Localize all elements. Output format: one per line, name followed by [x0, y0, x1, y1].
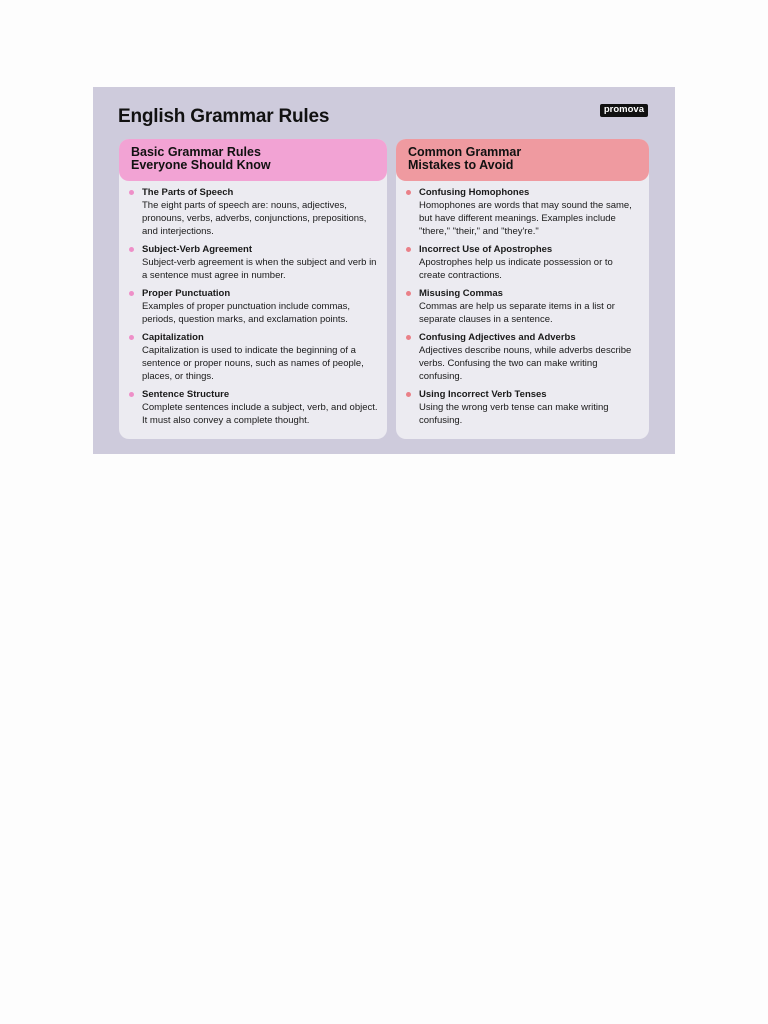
item-text: Complete sentences include a subject, verb, and object. It must also convey a complete thought.	[142, 402, 378, 426]
mistakes-list	[396, 181, 649, 427]
heading-line: Everyone Should Know	[131, 158, 271, 172]
list-item	[119, 388, 387, 427]
item-text: Capitalization is used to indicate the beginning of a sentence or proper nouns, such as names of people, places, or things.	[142, 345, 364, 382]
common-mistakes-column	[396, 139, 649, 439]
list-item	[396, 388, 649, 427]
item-title: Confusing Adjectives and Adverbs	[419, 332, 576, 343]
list-item	[396, 186, 649, 238]
page-title: English Grammar Rules	[118, 106, 330, 127]
bullet-icon	[129, 247, 134, 252]
item-title: Misusing Commas	[419, 288, 503, 299]
item-text: The eight parts of speech are: nouns, adjectives, pronouns, verbs, adverbs, conjunctions, prepositions, and interjections.	[142, 200, 367, 237]
bullet-icon	[406, 291, 411, 296]
bullet-icon	[129, 190, 134, 195]
rules-list	[119, 181, 387, 427]
item-text: Using the wrong verb tense can make writing confusing.	[419, 402, 609, 426]
heading-line: Common Grammar	[408, 145, 522, 159]
item-title: Proper Punctuation	[142, 288, 231, 299]
item-title: The Parts of Speech	[142, 187, 234, 198]
item-text: Commas are help us separate items in a list or separate clauses in a sentence.	[419, 301, 615, 325]
bullet-icon	[406, 247, 411, 252]
item-title: Incorrect Use of Apostrophes	[419, 244, 553, 255]
item-title: Confusing Homophones	[419, 187, 530, 198]
item-title: Subject-Verb Agreement	[142, 244, 252, 255]
common-mistakes-heading	[396, 139, 649, 181]
bullet-icon	[129, 291, 134, 296]
item-title: Sentence Structure	[142, 389, 230, 400]
bullet-icon	[406, 190, 411, 195]
item-text: Examples of proper punctuation include commas, periods, question marks, and exclamation points.	[142, 301, 351, 325]
bullet-icon	[406, 335, 411, 340]
item-text: Subject-verb agreement is when the subject and verb in a sentence must agree in number.	[142, 257, 377, 281]
bullet-icon	[406, 392, 411, 397]
brand-logo: promova	[600, 104, 648, 117]
bullet-icon	[129, 392, 134, 397]
list-item	[119, 287, 387, 326]
list-item	[396, 331, 649, 383]
list-item	[396, 243, 649, 282]
list-item	[119, 243, 387, 282]
basic-rules-heading	[119, 139, 387, 181]
item-title: Capitalization	[142, 332, 204, 343]
list-item	[119, 331, 387, 383]
item-text: Homophones are words that may sound the same, but have different meanings. Examples include "there," "their," and "they're."	[419, 200, 632, 237]
bullet-icon	[129, 335, 134, 340]
heading-line: Mistakes to Avoid	[408, 158, 514, 172]
infographic-card	[93, 87, 675, 454]
item-title: Using Incorrect Verb Tenses	[419, 389, 547, 400]
list-item	[396, 287, 649, 326]
item-text: Apostrophes help us indicate possession or to create contractions.	[419, 257, 613, 281]
heading-line: Basic Grammar Rules	[131, 145, 261, 159]
item-text: Adjectives describe nouns, while adverbs describe verbs. Confusing the two can make writing confusing.	[419, 345, 632, 382]
basic-rules-column	[119, 139, 387, 439]
list-item	[119, 186, 387, 238]
